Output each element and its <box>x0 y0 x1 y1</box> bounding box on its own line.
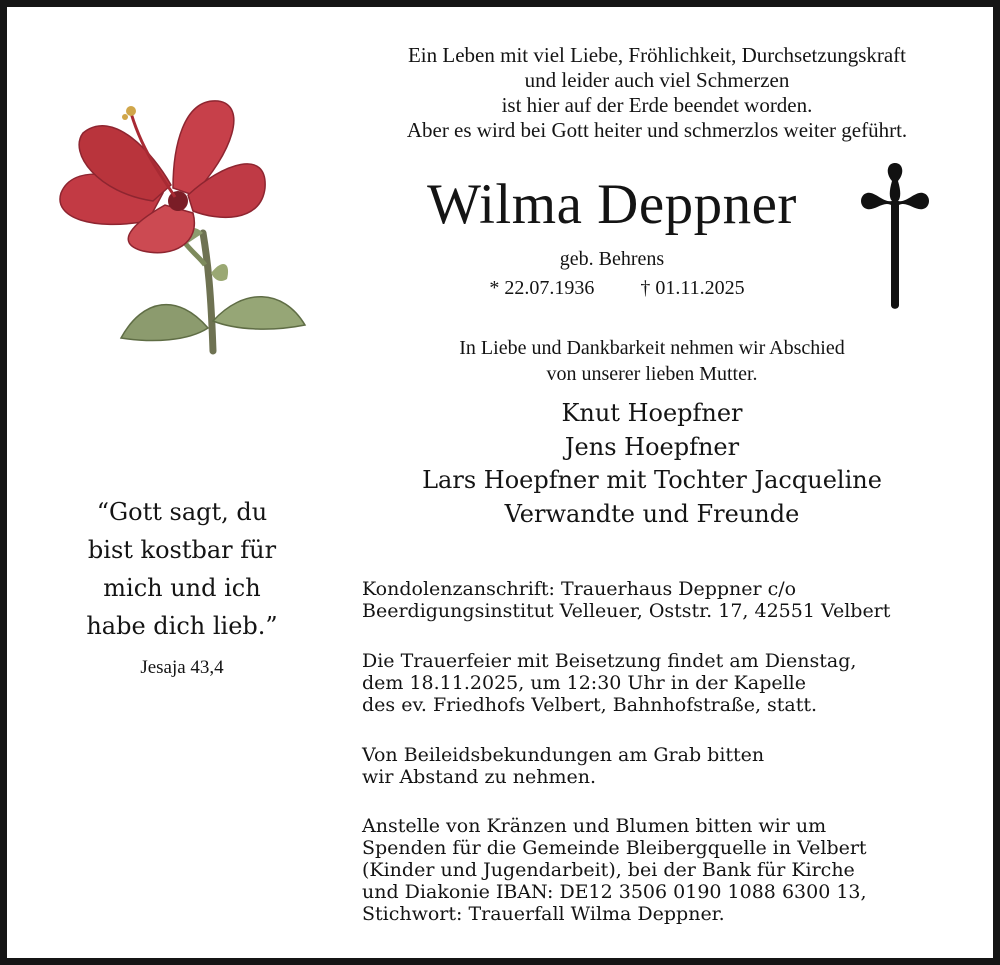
death-date: † 01.11.2025 <box>640 277 745 299</box>
intro-line: ist hier auf der Erde beendet worden. <box>501 93 813 117</box>
farewell-text <box>377 335 927 387</box>
bible-quote <box>37 493 327 645</box>
donation-line: Anstelle von Kränzen und Blumen bitten wir um <box>362 815 827 837</box>
intro-line: und leider auch viel Schmerzen <box>524 68 790 92</box>
quote-line: “Gott sagt, du <box>96 498 268 526</box>
mourner-name: Verwandte und Freunde <box>504 499 800 528</box>
nee-text: geb. Behrens <box>559 248 665 270</box>
intro-text <box>337 43 977 143</box>
intro-line: Aber es wird bei Gott heiter und schmerzlos weiter geführt. <box>406 118 908 142</box>
quote-line: mich und ich <box>103 574 261 602</box>
quote-line: bist kostbar für <box>87 536 277 564</box>
condolence-line: Kondolenzanschrift: Trauerhaus Deppner c/o <box>362 578 797 600</box>
mourner-name: Knut Hoepfner <box>561 399 743 427</box>
mourners-list <box>347 397 957 531</box>
farewell-line: In Liebe und Dankbarkeit nehmen wir Abschied <box>459 337 845 359</box>
mourner-name: Jens Hoepfner <box>564 432 740 461</box>
service-line: Die Trauerfeier mit Beisetzung findet am Dienstag, <box>362 650 857 672</box>
service-line: dem 18.11.2025, um 12:30 Uhr in der Kapelle <box>362 672 806 694</box>
intro-line: Ein Leben mit viel Liebe, Fröhlichkeit, Durchsetzungskraft <box>407 43 907 67</box>
grave-line: wir Abstand zu nehmen. <box>362 766 597 788</box>
grave-note <box>362 744 982 788</box>
grave-line: Von Beileidsbekundungen am Grab bitten <box>362 744 765 766</box>
quote-source: Jesaja 43,4 <box>140 657 224 678</box>
donation-info <box>362 815 982 925</box>
cross-icon <box>859 163 931 311</box>
donation-line: und Diakonie IBAN: DE12 3506 0190 1088 6300 13, <box>362 881 867 903</box>
service-line: des ev. Friedhofs Velbert, Bahnhofstraße, statt. <box>362 694 818 716</box>
condolence-line: Beerdigungsinstitut Velleuer, Oststr. 17, 42551 Velbert <box>362 600 891 622</box>
quote-line: habe dich lieb.” <box>86 612 278 640</box>
birth-date: * 22.07.1936 <box>489 277 595 299</box>
farewell-line: von unserer lieben Mutter. <box>546 363 758 385</box>
condolence-address <box>362 578 982 622</box>
donation-line: Stichwort: Trauerfall Wilma Deppner. <box>362 903 725 925</box>
life-dates <box>447 275 787 301</box>
donation-line: (Kinder und Jugendarbeit), bei der Bank für Kirche <box>362 859 855 881</box>
hibiscus-flower-icon <box>53 93 313 358</box>
funeral-service-info <box>362 650 982 716</box>
deceased-name: Wilma Deppner <box>427 173 797 236</box>
donation-line: Spenden für die Gemeinde Bleibergquelle in Velbert <box>362 837 867 859</box>
mourner-name: Lars Hoepfner mit Tochter Jacqueline <box>422 466 882 494</box>
